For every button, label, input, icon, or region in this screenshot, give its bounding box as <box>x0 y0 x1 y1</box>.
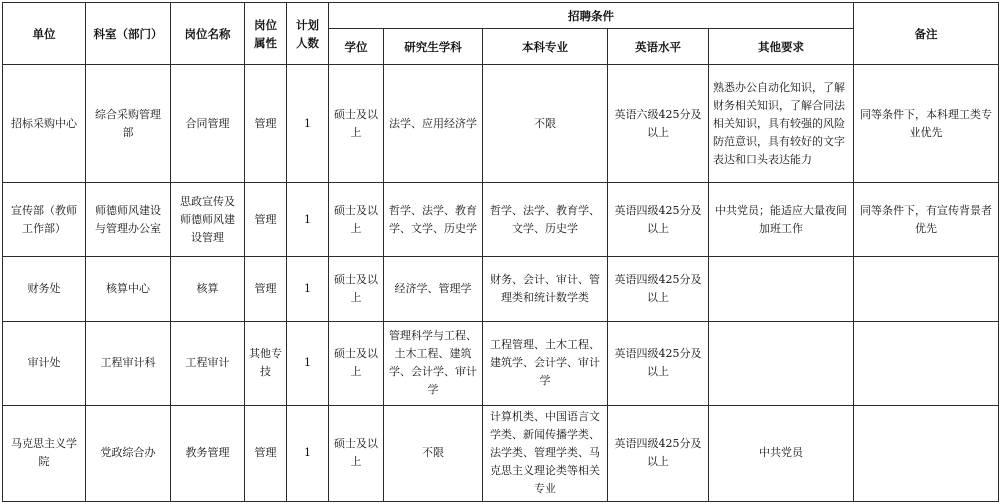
table-body <box>3 65 999 502</box>
cell-unit: 审计处 <box>3 321 86 405</box>
cell-attribute: 管理 <box>245 257 287 321</box>
cell-degree: 硕士及以上 <box>329 321 384 405</box>
cell-degree: 硕士及以上 <box>329 257 384 321</box>
cell-degree: 硕士及以上 <box>329 65 384 183</box>
header-position: 岗位名称 <box>171 3 245 65</box>
cell-count: 1 <box>287 321 329 405</box>
header-other: 其他要求 <box>709 29 854 65</box>
cell-english: 英语六级425分及以上 <box>608 65 709 183</box>
cell-department: 师德师风建设与管理办公室 <box>86 183 171 257</box>
cell-english: 英语四级425分及以上 <box>608 405 709 501</box>
cell-department: 综合采购管理部 <box>86 65 171 183</box>
header-attribute: 岗位属性 <box>245 3 287 65</box>
cell-position: 核算 <box>171 257 245 321</box>
cell-unit: 财务处 <box>3 257 86 321</box>
cell-other <box>709 321 854 405</box>
header-unit: 单位 <box>3 3 86 65</box>
table-header <box>3 3 999 65</box>
cell-count: 1 <box>287 65 329 183</box>
header-conditions: 招聘条件 <box>329 3 854 29</box>
cell-grad-subject: 不限 <box>384 405 483 501</box>
cell-grad-subject: 法学、应用经济学 <box>384 65 483 183</box>
header-undergrad-major: 本科专业 <box>483 29 608 65</box>
cell-unit: 招标采购中心 <box>3 65 86 183</box>
cell-count: 1 <box>287 183 329 257</box>
cell-undergrad-major: 工程管理、土木工程、建筑学、会计学、审计学 <box>483 321 608 405</box>
table-row <box>3 257 999 321</box>
cell-grad-subject: 管理科学与工程、土木工程、建筑学、会计学、审计学 <box>384 321 483 405</box>
cell-position: 教务管理 <box>171 405 245 501</box>
header-degree: 学位 <box>329 29 384 65</box>
cell-department: 工程审计科 <box>86 321 171 405</box>
cell-degree: 硕士及以上 <box>329 183 384 257</box>
cell-unit: 宣传部（教师工作部） <box>3 183 86 257</box>
cell-grad-subject: 哲学、法学、教育学、文学、历史学 <box>384 183 483 257</box>
cell-undergrad-major: 计算机类、中国语言文学类、新闻传播学类、法学类、管理学类、马克思主义理论类等相关专业 <box>483 405 608 501</box>
cell-attribute: 管理 <box>245 405 287 501</box>
cell-english: 英语四级425分及以上 <box>608 257 709 321</box>
header-grad-subject: 研究生学科 <box>384 29 483 65</box>
cell-remarks <box>854 321 999 405</box>
cell-other: 熟悉办公自动化知识，了解财务相关知识，了解合同法相关知识，具有较强的风险防范意识，具有较好的文字表达和口头表达能力 <box>709 65 854 183</box>
table-row <box>3 183 999 257</box>
table-row <box>3 405 999 501</box>
recruitment-table <box>2 2 999 502</box>
cell-undergrad-major: 不限 <box>483 65 608 183</box>
cell-other: 中共党员；能适应大量夜间加班工作 <box>709 183 854 257</box>
cell-undergrad-major: 财务、会计、审计、管理类和统计数学类 <box>483 257 608 321</box>
cell-remarks <box>854 257 999 321</box>
cell-remarks <box>854 405 999 501</box>
header-count: 计划人数 <box>287 3 329 65</box>
cell-undergrad-major: 哲学、法学、教育学、文学、历史学 <box>483 183 608 257</box>
cell-other <box>709 257 854 321</box>
cell-attribute: 其他专技 <box>245 321 287 405</box>
cell-position: 工程审计 <box>171 321 245 405</box>
cell-remarks: 同等条件下，本科理工类专业优先 <box>854 65 999 183</box>
cell-count: 1 <box>287 257 329 321</box>
table-row <box>3 65 999 183</box>
cell-attribute: 管理 <box>245 183 287 257</box>
cell-position: 思政宣传及师德师风建设管理 <box>171 183 245 257</box>
cell-count: 1 <box>287 405 329 501</box>
cell-degree: 硕士及以上 <box>329 405 384 501</box>
header-english: 英语水平 <box>608 29 709 65</box>
cell-english: 英语四级425分及以上 <box>608 321 709 405</box>
cell-position: 合同管理 <box>171 65 245 183</box>
header-remarks: 备注 <box>854 3 999 65</box>
header-department: 科室（部门） <box>86 3 171 65</box>
cell-english: 英语四级425分及以上 <box>608 183 709 257</box>
table-row <box>3 321 999 405</box>
cell-department: 党政综合办 <box>86 405 171 501</box>
cell-other: 中共党员 <box>709 405 854 501</box>
cell-unit: 马克思主义学院 <box>3 405 86 501</box>
cell-department: 核算中心 <box>86 257 171 321</box>
cell-attribute: 管理 <box>245 65 287 183</box>
cell-grad-subject: 经济学、管理学 <box>384 257 483 321</box>
cell-remarks: 同等条件下，有宣传背景者优先 <box>854 183 999 257</box>
